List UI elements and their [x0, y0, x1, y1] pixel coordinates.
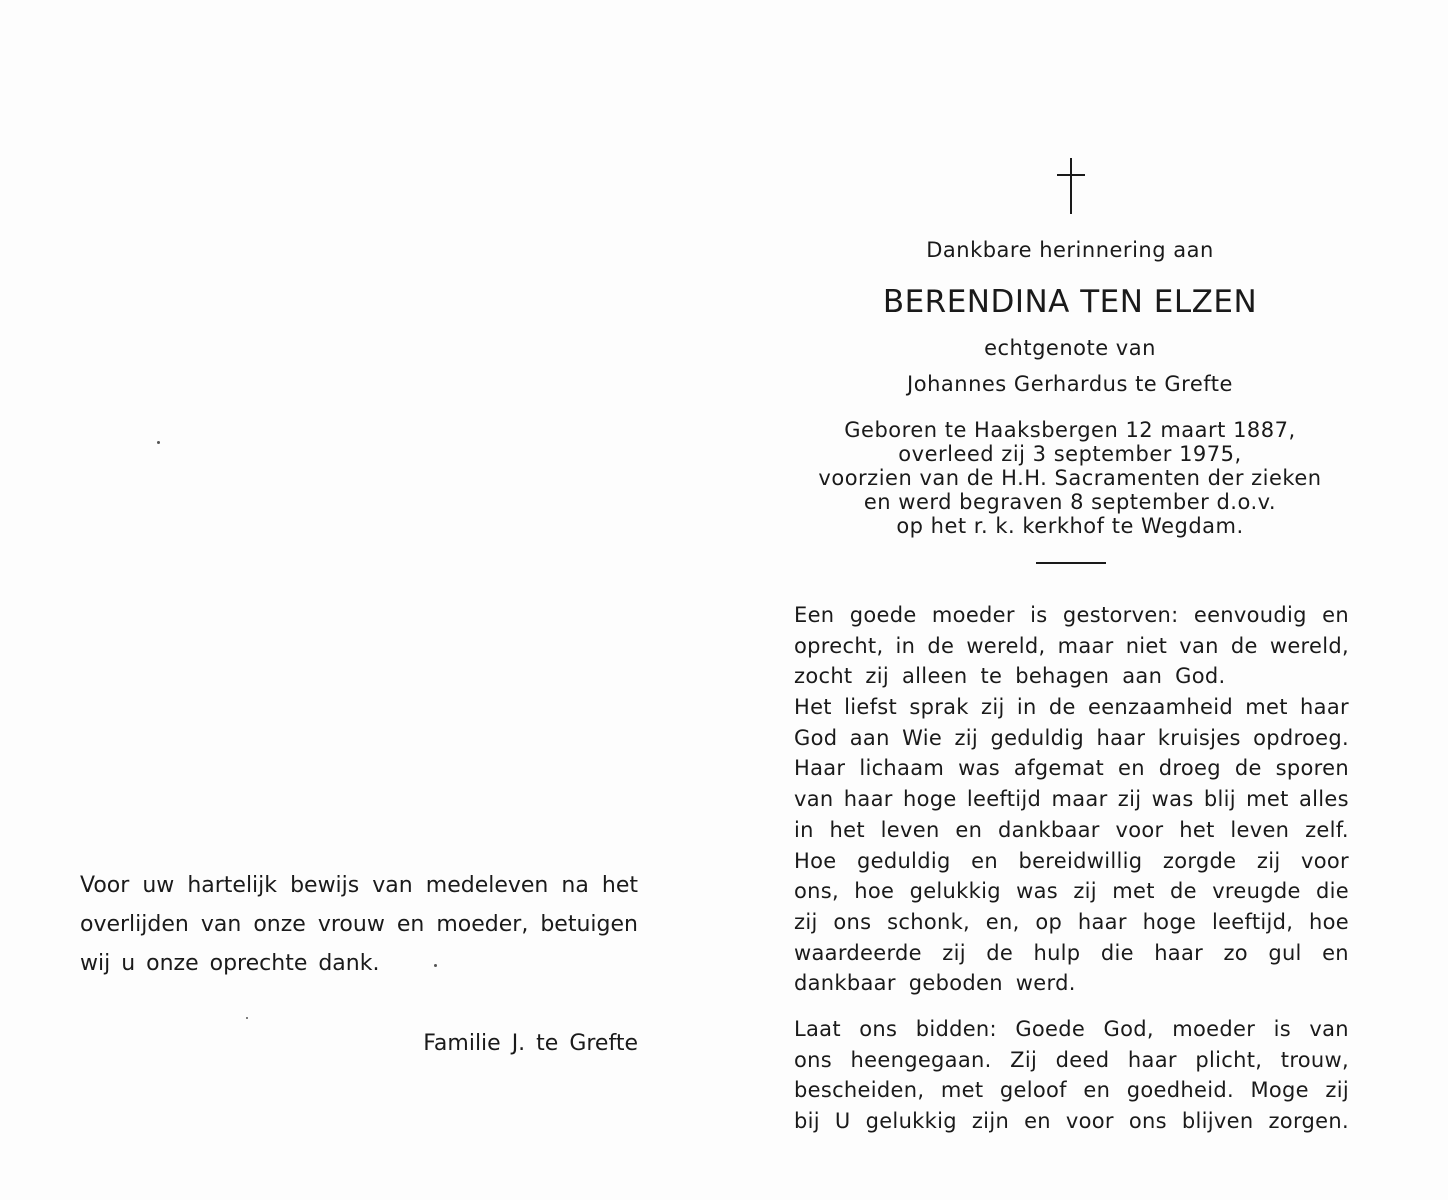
- eulogy-line: dankbaar geboden werd.: [794, 971, 1076, 996]
- bio-line: Geboren te Haaksbergen 12 maart 1887,: [844, 418, 1296, 442]
- eulogy-line: Een goede moeder is gestorven: eenvoudig en: [794, 603, 1349, 627]
- prayer-line: bij U gelukkig zijn en voor ons blijven zorgen.: [794, 1109, 1349, 1134]
- eulogy-line: van haar hoge leeftijd maar zij was blij met alles: [794, 787, 1349, 812]
- eulogy-line: God aan Wie zij geduldig haar kruisjes opdroeg.: [794, 725, 1349, 750]
- intro-text: Dankbare herinnering aan: [926, 238, 1214, 262]
- bio-line: voorzien van de H.H. Sacramenten der zieken: [818, 466, 1322, 490]
- latin-cross-icon: [1057, 158, 1085, 214]
- thanks-text: [80, 866, 638, 983]
- thanks-line: Voor uw hartelijk bewijs van medeleven na het: [80, 873, 638, 898]
- eulogy-paragraph: [794, 600, 1349, 999]
- eulogy-line: Hoe geduldig en bereidwillig zorgde zij voor: [794, 848, 1349, 873]
- scan-speck: [246, 1017, 248, 1019]
- deceased-name: BERENDINA TEN ELZEN: [882, 284, 1258, 320]
- eulogy-line: waardeerde zij de hulp die haar zo gul en: [794, 940, 1349, 965]
- prayer-paragraph: [794, 1014, 1349, 1137]
- bio-line: overleed zij 3 september 1975,: [898, 442, 1242, 466]
- scan-speck: [157, 441, 160, 444]
- thanks-line: overlijden van onze vrouw en moeder, betuigen: [80, 912, 638, 937]
- spouse-name: Johannes Gerhardus te Grefte: [907, 372, 1233, 396]
- eulogy-line: zij ons schonk, en, op haar hoge leeftijd, hoe: [794, 909, 1349, 934]
- prayer-line: bescheiden, met geloof en goedheid. Moge zij: [794, 1078, 1349, 1103]
- prayer-line: ons heengegaan. Zij deed haar plicht, trouw,: [794, 1047, 1349, 1072]
- eulogy-line: ons, hoe gelukkig was zij met de vreugde die: [794, 879, 1349, 904]
- scan-speck: [434, 964, 437, 967]
- eulogy-line: Haar lichaam was afgemat en droeg de sporen: [794, 756, 1349, 781]
- bio-line: en werd begraven 8 september d.o.v.: [863, 490, 1277, 514]
- prayer-line: Laat ons bidden: Goede God, moeder is van: [794, 1017, 1349, 1041]
- bio-line: op het r. k. kerkhof te Wegdam.: [896, 514, 1244, 538]
- biography: [790, 418, 1350, 538]
- thanks-line: wij u onze oprechte dank.: [80, 951, 380, 976]
- eulogy-line: Het liefst sprak zij in de eenzaamheid met haar: [794, 695, 1349, 720]
- eulogy-line: zocht zij alleen te behagen aan God.: [794, 664, 1226, 689]
- section-divider: [1036, 562, 1106, 564]
- family-signature: Familie J. te Grefte: [423, 1031, 638, 1056]
- spouse-label: echtgenote van: [984, 336, 1156, 360]
- eulogy-line: oprecht, in de wereld, maar niet van de wereld,: [794, 633, 1349, 658]
- eulogy-line: in het leven en dankbaar voor het leven zelf.: [794, 817, 1349, 842]
